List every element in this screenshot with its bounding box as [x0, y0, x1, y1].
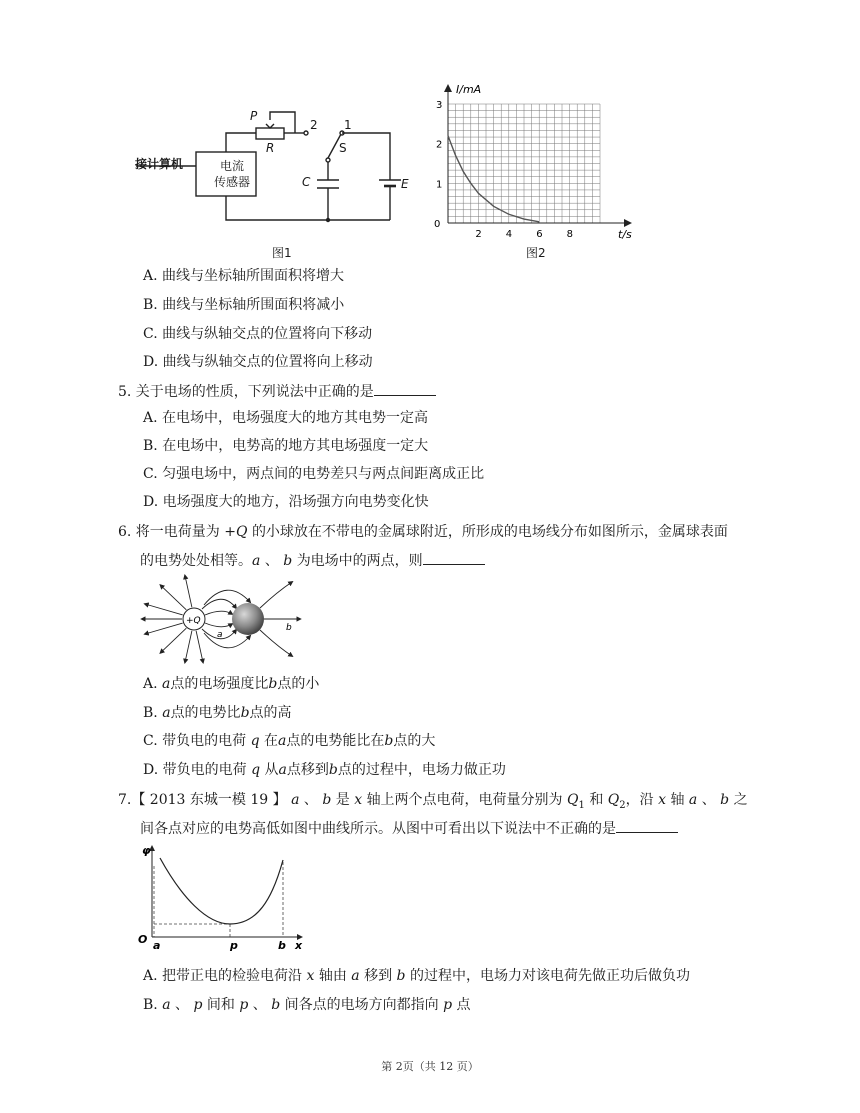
point-b: b: [396, 968, 406, 984]
subscript: 2: [619, 799, 626, 811]
field-line: [161, 628, 187, 653]
field-line: [204, 633, 250, 648]
x-tick-label: 4: [505, 229, 513, 240]
point-b: b: [328, 762, 338, 778]
field-line: [145, 604, 183, 615]
point-b: b: [720, 792, 730, 808]
point-a: a: [252, 553, 261, 569]
axis-x: x: [658, 792, 666, 808]
option-text: 移到: [364, 968, 393, 984]
option-text: 点的大: [393, 733, 436, 749]
point-b: b: [283, 553, 293, 569]
sensor-label-line2: 传感器: [214, 175, 251, 189]
graph-x-label: x: [295, 939, 303, 952]
point-b: b: [268, 676, 278, 692]
q6-stem-line2-part2: 为电场中的两点，则: [296, 553, 423, 569]
option-text: 轴由: [318, 968, 347, 984]
x-tick-label: 6: [536, 229, 543, 240]
q4-option-b: B. 曲线与坐标轴所围面积将减小: [143, 297, 345, 313]
charge-q: q: [251, 762, 261, 778]
charge-Q: Q: [567, 792, 579, 808]
q6-stem-part1: 6. 将一电荷量为: [118, 524, 220, 540]
option-letter: B.: [143, 705, 158, 721]
q5-stem: [118, 381, 436, 402]
sensor-label: [214, 158, 250, 190]
separator: 、: [303, 792, 318, 808]
fig-point-a: a: [217, 630, 223, 640]
field-line: [145, 623, 183, 634]
label-2: 2: [310, 118, 318, 132]
option-text: A. 把带正电的检验电荷沿: [143, 968, 303, 984]
stem-text: 之: [733, 792, 748, 808]
graph-ylabel: I/mA: [456, 83, 482, 96]
q4-option-d: D. 曲线与纵轴交点的位置将向上移动: [143, 354, 373, 370]
q5-option-d: D. 电场强度大的地方，沿场强方向电势变化快: [143, 494, 429, 510]
point-b: b: [322, 792, 332, 808]
charge-Q: Q: [607, 792, 620, 808]
computer-label: 接计算机: [135, 157, 184, 171]
field-line: [185, 576, 192, 608]
q6-charge: +Q: [224, 524, 248, 540]
stem-text: 和: [589, 792, 604, 808]
q7-stem-line1: [118, 790, 748, 816]
q7-option-b: [143, 995, 471, 1015]
x-axis-arrow: [624, 219, 632, 227]
label-P: P: [250, 109, 258, 123]
option-letter: A.: [143, 676, 158, 692]
separator: 、: [701, 792, 716, 808]
option-text: 间和: [206, 997, 235, 1013]
graph-origin-label: O: [138, 933, 148, 946]
question-source: 【 2013 东城一模 19 】: [131, 792, 287, 808]
answer-blank[interactable]: [423, 550, 485, 565]
graph-phi-label: φ: [142, 844, 151, 857]
answer-blank[interactable]: [616, 818, 678, 833]
q6-stem-line2-part1: 的电势处处相等。: [140, 553, 252, 569]
option-text: 点的电势比: [170, 705, 241, 721]
separator: 、: [252, 997, 267, 1013]
stem-text: 是: [335, 792, 350, 808]
option-text: 在: [264, 733, 278, 749]
figure2-graph: [420, 78, 645, 263]
point-b: b: [240, 705, 250, 721]
q5-option-c: C. 匀强电场中，两点间的电势差只与两点间距离成正比: [143, 466, 485, 482]
option-text: 点移到: [286, 762, 329, 778]
q6-stem-line2: [140, 550, 485, 571]
field-line: [205, 611, 232, 615]
option-text: 点的过程中，电场力做正功: [337, 762, 506, 778]
field-line: [202, 599, 236, 609]
stem-text: 轴: [670, 792, 685, 808]
metal-sphere: [232, 603, 264, 635]
y-tick-label: 3: [436, 100, 443, 111]
q6-stem-line1: [118, 522, 728, 542]
q4-option-a: A. 曲线与坐标轴所围面积将增大: [143, 268, 345, 284]
label-R: R: [266, 141, 275, 155]
q5-option-a: A. 在电场中，电场强度大的地方其电势一定高: [143, 410, 429, 426]
q5-stem-text: 5. 关于电场的性质，下列说法中正确的是: [118, 384, 374, 400]
figure1-caption: 图1: [272, 246, 292, 260]
q4-option-c: C. 曲线与纵轴交点的位置将向下移动: [143, 326, 373, 342]
label-S: S: [339, 141, 347, 155]
graph-axes: [444, 84, 632, 227]
potential-curve: [160, 858, 283, 924]
option-letter: B.: [143, 997, 158, 1013]
field-lines-figure: [132, 572, 312, 666]
q5-option-b: B. 在电场中，电势高的地方其电场强度一定大: [143, 438, 429, 454]
figure2-caption: 图2: [526, 246, 546, 260]
option-text: 点的电势能比在: [286, 733, 385, 749]
option-text: 点的高: [249, 705, 292, 721]
point-p: p: [443, 997, 453, 1013]
separator: 、: [175, 997, 190, 1013]
axis-x: x: [306, 968, 315, 984]
option-text: C. 带负电的电荷: [143, 733, 247, 749]
y-tick-label: 1: [436, 179, 443, 191]
stem-text: 轴上两个点电荷，电荷量分别为: [366, 792, 563, 808]
field-line: [260, 630, 292, 656]
separator: 、: [264, 553, 279, 569]
question-number: 7.: [118, 792, 132, 808]
option-text: 间各点的电场方向都指向: [284, 997, 439, 1013]
point-a: a: [162, 676, 171, 692]
option-text: 点的电场强度比: [170, 676, 269, 692]
subscript: 1: [578, 799, 585, 811]
field-line: [161, 585, 187, 610]
answer-blank[interactable]: [374, 381, 436, 396]
point-a: a: [351, 968, 360, 984]
tick-label-origin: 0: [434, 219, 441, 230]
graph-p-label: p: [230, 939, 238, 952]
point-a: a: [688, 792, 698, 808]
point-a: a: [162, 997, 171, 1013]
point-p: p: [193, 997, 203, 1013]
x-tick-label: 8: [566, 229, 573, 240]
option-text: D. 带负电的电荷: [143, 762, 247, 778]
point-a: a: [291, 792, 300, 808]
field-line: [205, 623, 232, 627]
x-tick-label: 2: [475, 229, 482, 240]
field-line: [185, 631, 192, 663]
stem-text: ，沿: [625, 792, 654, 808]
option-text: 从: [264, 762, 279, 778]
q6-stem-part2: 的小球放在不带电的金属球附近，所形成的电场线分布如图所示，金属球表面: [251, 524, 728, 540]
field-line: [196, 631, 203, 663]
y-tick-label: 2: [436, 139, 443, 151]
point-p: p: [239, 997, 249, 1013]
q6-option-a: [143, 674, 319, 694]
charge-q: q: [250, 733, 260, 749]
q6-option-b: [143, 703, 292, 723]
graph-a-label: a: [153, 939, 161, 952]
axis-x: x: [354, 792, 363, 808]
graph-grid: [448, 104, 600, 223]
label-1: 1: [344, 118, 352, 132]
y-axis-arrow: [444, 84, 452, 92]
stem-text: 间各点对应的电势高低如图中曲线所示。从图中可看出以下说法中不正确的是: [140, 821, 616, 837]
field-line: [260, 582, 292, 608]
field-lines: [142, 576, 300, 663]
point-a: a: [278, 762, 287, 778]
sensor-label-line1: 电流: [219, 159, 244, 173]
option-text: 的过程中，电场力对该电荷先做正功后做负功: [409, 968, 690, 984]
fig-point-b: b: [286, 623, 292, 633]
point-b: b: [271, 997, 281, 1013]
figure1-circuit: [130, 100, 430, 265]
q6-option-c: [143, 731, 435, 751]
point-a: a: [278, 733, 287, 749]
option-text: 点: [456, 997, 471, 1013]
label-E: E: [401, 177, 409, 191]
point-b: b: [384, 733, 394, 749]
label-C: C: [302, 175, 311, 189]
point-charge-label: +Q: [186, 616, 201, 626]
potential-graph: [132, 840, 312, 955]
page-footer: 第 2页（共 12 页）: [381, 1060, 479, 1073]
q6-option-d: [143, 760, 506, 780]
graph-b-label: b: [278, 939, 286, 952]
q7-option-a: [143, 966, 690, 986]
field-line: [204, 590, 250, 605]
point-a: a: [162, 705, 171, 721]
graph-xlabel: t/s: [618, 228, 632, 241]
option-text: 点的小: [277, 676, 320, 692]
q7-stem-line2: [140, 818, 678, 839]
